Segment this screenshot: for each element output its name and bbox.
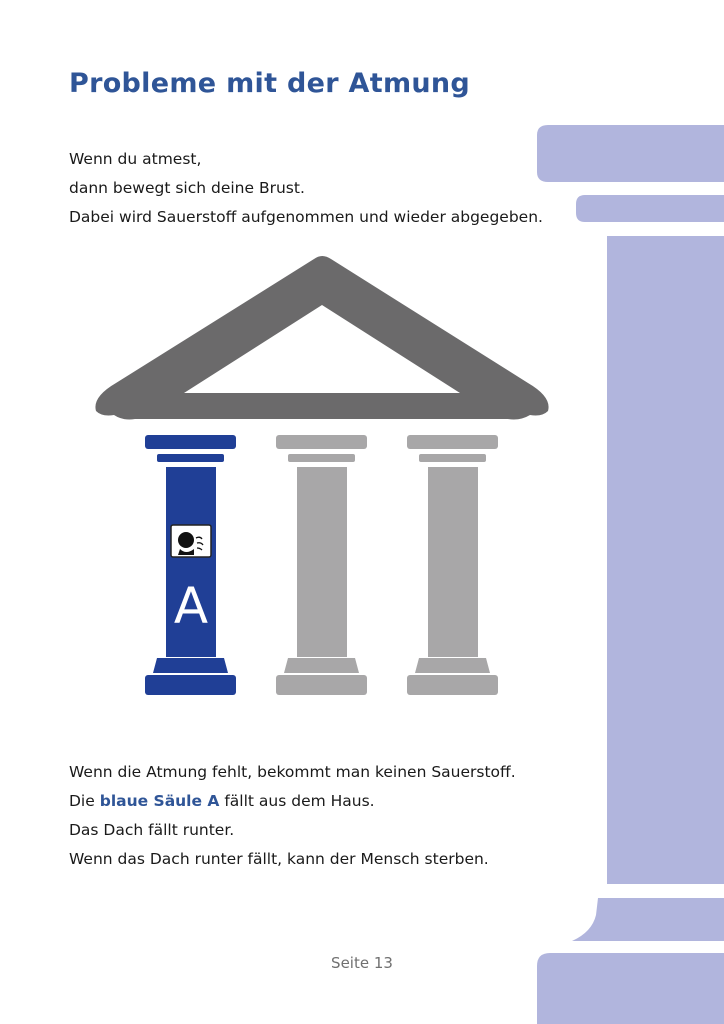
outro-line: Wenn die Atmung fehlt, bekommt man keinen Sauerstoff. [69,763,516,781]
outro-line: Das Dach fällt runter. [69,821,235,839]
outro-line-prefix: Die [69,792,100,810]
column-a [145,435,236,695]
temple-illustration [90,255,555,700]
outro-line-suffix: fällt aus dem Haus. [219,792,375,810]
column-c [407,435,498,695]
column-letter: A [173,577,209,635]
intro-line: Dabei wird Sauerstoff aufgenommen und wieder abgegeben. [69,208,543,226]
temple-roof [95,256,548,420]
breathing-person-icon [171,525,211,557]
intro-line: dann bewegt sich deine Brust. [69,179,305,197]
intro-paragraph [69,145,543,232]
highlight-blue-column: blaue Säule A [99,792,220,810]
page-number: Seite 13 [331,954,393,972]
page-title: Probleme mit der Atmung [69,68,471,99]
column-b [276,435,367,695]
outro-line: Wenn das Dach runter fällt, kann der Mensch sterben. [69,850,489,868]
outro-line [69,787,516,816]
intro-line: Wenn du atmest, [69,150,202,168]
outro-paragraph [69,758,516,874]
